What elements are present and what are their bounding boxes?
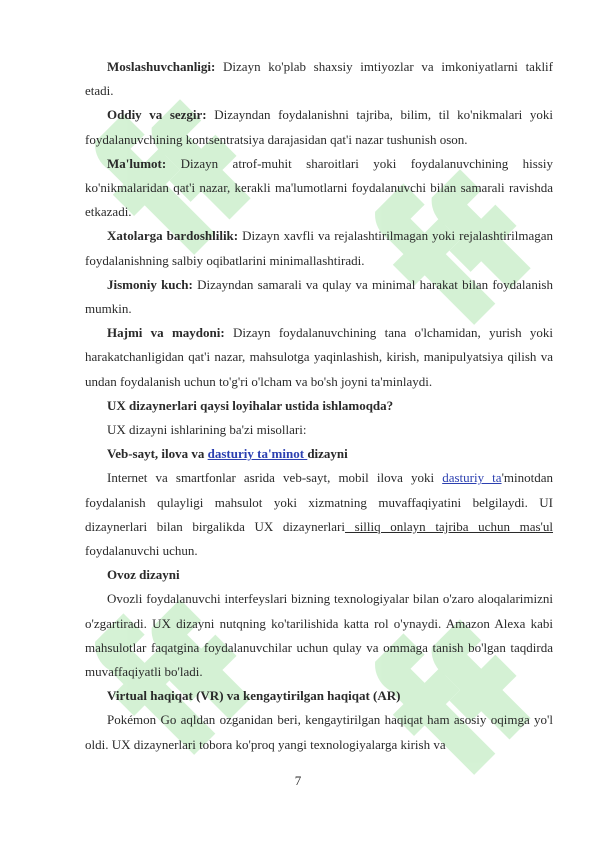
- software-link[interactable]: dasturiy ta'minot: [207, 446, 308, 462]
- web-paragraph-text-1: Internet va smartfonlar asrida veb-sayt, mobil ilova yoki: [107, 470, 443, 486]
- paragraph-label: Jismoniy kuch:: [107, 276, 193, 292]
- heading-web-app-software: [85, 442, 553, 466]
- paragraph-text: Dizayn atrof-muhit sharoitlari yoki foydalanuvchining hissiy ko'nikmalaridan qat'i nazar, kerakli ma'lumotlarni foydalanuvchi bilan samarali ravishda etkazadi.: [85, 155, 553, 220]
- paragraph-label: Oddiy va sezgir:: [107, 107, 207, 123]
- paragraph-error-tolerance: [85, 224, 553, 272]
- voice-paragraph: Ovozli foydalanuvchi interfeyslari bizning texnologiyalar bilan o'zaro aloqalarimizni o'zgartiradi. UX dizayni nutqning ko'tarilishida katta rol o'ynaydi. Amazon Alexa kabi mahsulotlar faqatgina foydalanuvchilar uchun qulay va ommaga tanish bo'lgan taqdirda muvaffaqiyatli bo'ladi.: [85, 591, 553, 680]
- ux-intro: UX dizayni ishlarining ba'zi misollari:: [107, 422, 307, 438]
- paragraph-label: Moslashuvchanligi:: [107, 59, 216, 74]
- heading-voice-design: Ovoz dizayni: [107, 567, 180, 583]
- web-paragraph-text-3: foydalanuvchi uchun.: [85, 543, 198, 559]
- heading-ux-projects: UX dizaynerlari qaysi loyihalar ustida ishlamoqda?: [107, 397, 394, 413]
- paragraph-label: Hajmi va maydoni:: [107, 325, 225, 341]
- paragraph-size-space: [85, 321, 553, 394]
- paragraph-text: Dizayn ko'plab shaxsiy imtiyozlar va imkoniyatlarni taklif etadi.: [85, 59, 553, 99]
- software-inline-link[interactable]: dasturiy ta: [442, 470, 502, 486]
- paragraph-text: Dizayn foydalanuvchining tana o'lchamidan, yurish yoki harakatchanligidan qat'i nazar, mahsulotga yaqinlashish, kirish, manipulyatsiya qilish va undan foydalanish uchun to'g'ri o'lcham va bo'sh joyni ta'minlaydi.: [85, 325, 553, 389]
- vr-paragraph: Pokémon Go aqldan ozganidan beri, kengaytirilgan haqiqat ham asosiy oqimga yo'l oldi. UX dizaynerlari tobora ko'proq yangi texnologiyalarga kirish va: [85, 712, 553, 752]
- body-text: [85, 55, 553, 757]
- web-paragraph: [85, 466, 553, 563]
- paragraph-physical-effort: [85, 273, 553, 321]
- paragraph-text: Dizayndan foydalanishni tajriba, bilim, til ko'nikmalari yoki foydalanuvchining kontsentratsiya darajasidan qat'i nazar tushunish oson.: [85, 107, 553, 147]
- web-paragraph-text-2: 'minotdan foydalanish qulayligi mahsulot yoki xizmatning muvaffaqiyatini belgilaydi. UI dizaynerlari bilan birgalikda UX dizaynerlari: [85, 470, 554, 534]
- heading-web-post: dizayni: [307, 446, 348, 462]
- paragraph-flexibility: [85, 55, 553, 103]
- page-number: 7: [294, 773, 302, 788]
- heading-vr-ar: Virtual haqiqat (VR) va kengaytirilgan haqiqat (AR): [107, 688, 401, 704]
- paragraph-text: Dizayn xavfli va rejalashtirilmagan yoki rejalashtirilmagan foydalanishning salbiy oqibatlarini minimallashtiradi.: [85, 228, 554, 268]
- paragraph-label: Xatolarga bardoshlilik:: [107, 228, 239, 244]
- paragraph-label: Ma'lumot:: [107, 155, 167, 171]
- heading-web-pre: Veb-sayt, ilova va: [107, 446, 208, 462]
- paragraph-text: Dizayndan samarali va qulay va minimal harakat bilan foydalanish mumkin.: [85, 276, 553, 317]
- paragraph-information: [85, 152, 553, 225]
- paragraph-simple-intuitive: [85, 103, 553, 151]
- underlined-phrase: silliq onlayn tajriba uchun mas'ul: [344, 518, 553, 534]
